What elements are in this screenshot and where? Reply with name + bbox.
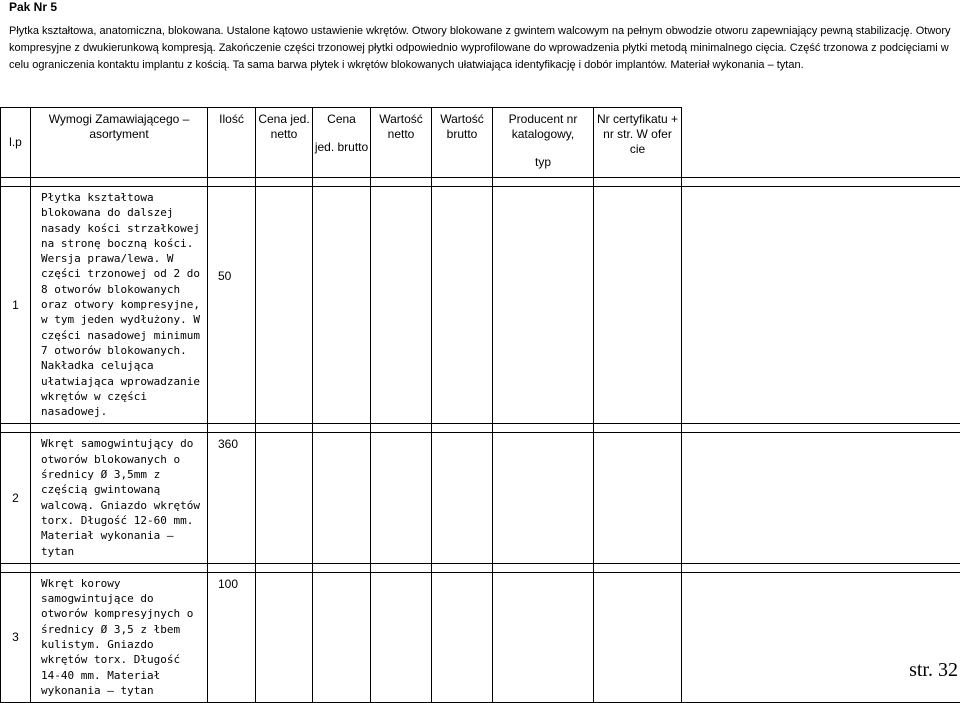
- header-certificate: Nr certyfikatu + nr str. W ofer cie: [594, 108, 682, 178]
- spacer-row: [1, 424, 960, 433]
- table-row: [1, 572, 960, 702]
- spacer-row: [1, 178, 960, 187]
- header-producer-top: Producent nr katalogowy,: [493, 112, 593, 142]
- requirements-table: [0, 107, 960, 703]
- row-quantity: 360: [208, 433, 256, 563]
- header-unit-gross: [313, 108, 371, 178]
- header-quantity: Ilość: [208, 108, 256, 178]
- page-number: str. 32: [909, 659, 958, 681]
- header-unit-net: Cena jed. netto: [256, 108, 313, 178]
- row-description: Płytka kształtowa blokowana do dalszej nasady kości strzałkowej na stronę boczną kości. Wersja prawa/lewa. W części trzonowej od 2 do 8 otworów blokowanych oraz otwory kompresyjne, w tym jeden wydłużony. W części nasadowej minimum 7 otworów blokowanych. Nakładka celująca ułatwiająca wprowadzanie wkrętów w części nasadowej.: [31, 187, 208, 424]
- table-header-row: [1, 108, 960, 178]
- row-description: Wkręt korowy samogwintujące do otworów kompresyjnych o średnicy Ø 3,5 z łbem kulistym. Gniazdo wkrętów torx. Długość 14-40 mm. Materiał wykonania – tytan: [31, 572, 208, 702]
- spacer-row: [1, 563, 960, 572]
- header-producer: [493, 108, 594, 178]
- intro-paragraph: Płytka kształtowa, anatomiczna, blokowana. Ustalone kątowo ustawienie wkrętów. Otwory blokowane z gwintem walcowym na pełnym obwodzie otworu zapewniający pewną stabilizację. Otwory kompresyjne z dwukierunkową kompresją. Zakończenie części trzonowej płytki odpowiednio wyprofilowane do wprowadzenia płytki metodą minimalnego cięcia. Część trzonowa z podcięciami w celu ograniczenia kontaktu implantu z kością. Ta sama barwa płytek i wkrętów blokowanych ułatwiająca identyfikację i dobór implantów. Materiał wykonania – tytan.: [9, 23, 954, 74]
- package-title: Pak Nr 5: [9, 0, 57, 14]
- row-lp: 3: [1, 572, 31, 702]
- header-value-net: Wartość netto: [371, 108, 432, 178]
- header-requirements: Wymogi Zamawiającego – asortyment: [31, 108, 208, 178]
- header-empty: [682, 108, 960, 178]
- row-quantity: 50: [208, 187, 256, 424]
- table-row: [1, 187, 960, 424]
- row-quantity: 100: [208, 572, 256, 702]
- row-description: Wkręt samogwintujący do otworów blokowanych o średnicy Ø 3,5mm z częścią gwintowaną walcową. Gniazdo wkrętów torx. Długość 12-60 mm. Materiał wykonania – tytan: [31, 433, 208, 563]
- header-producer-bottom: typ: [493, 155, 593, 170]
- header-unit-gross-top: Cena: [313, 112, 370, 127]
- header-unit-gross-bottom: jed. brutto: [313, 140, 370, 155]
- table-row: [1, 433, 960, 563]
- row-lp: 1: [1, 187, 31, 424]
- header-lp: l.p: [1, 108, 31, 178]
- header-value-gross: Wartość brutto: [432, 108, 493, 178]
- row-lp: 2: [1, 433, 31, 563]
